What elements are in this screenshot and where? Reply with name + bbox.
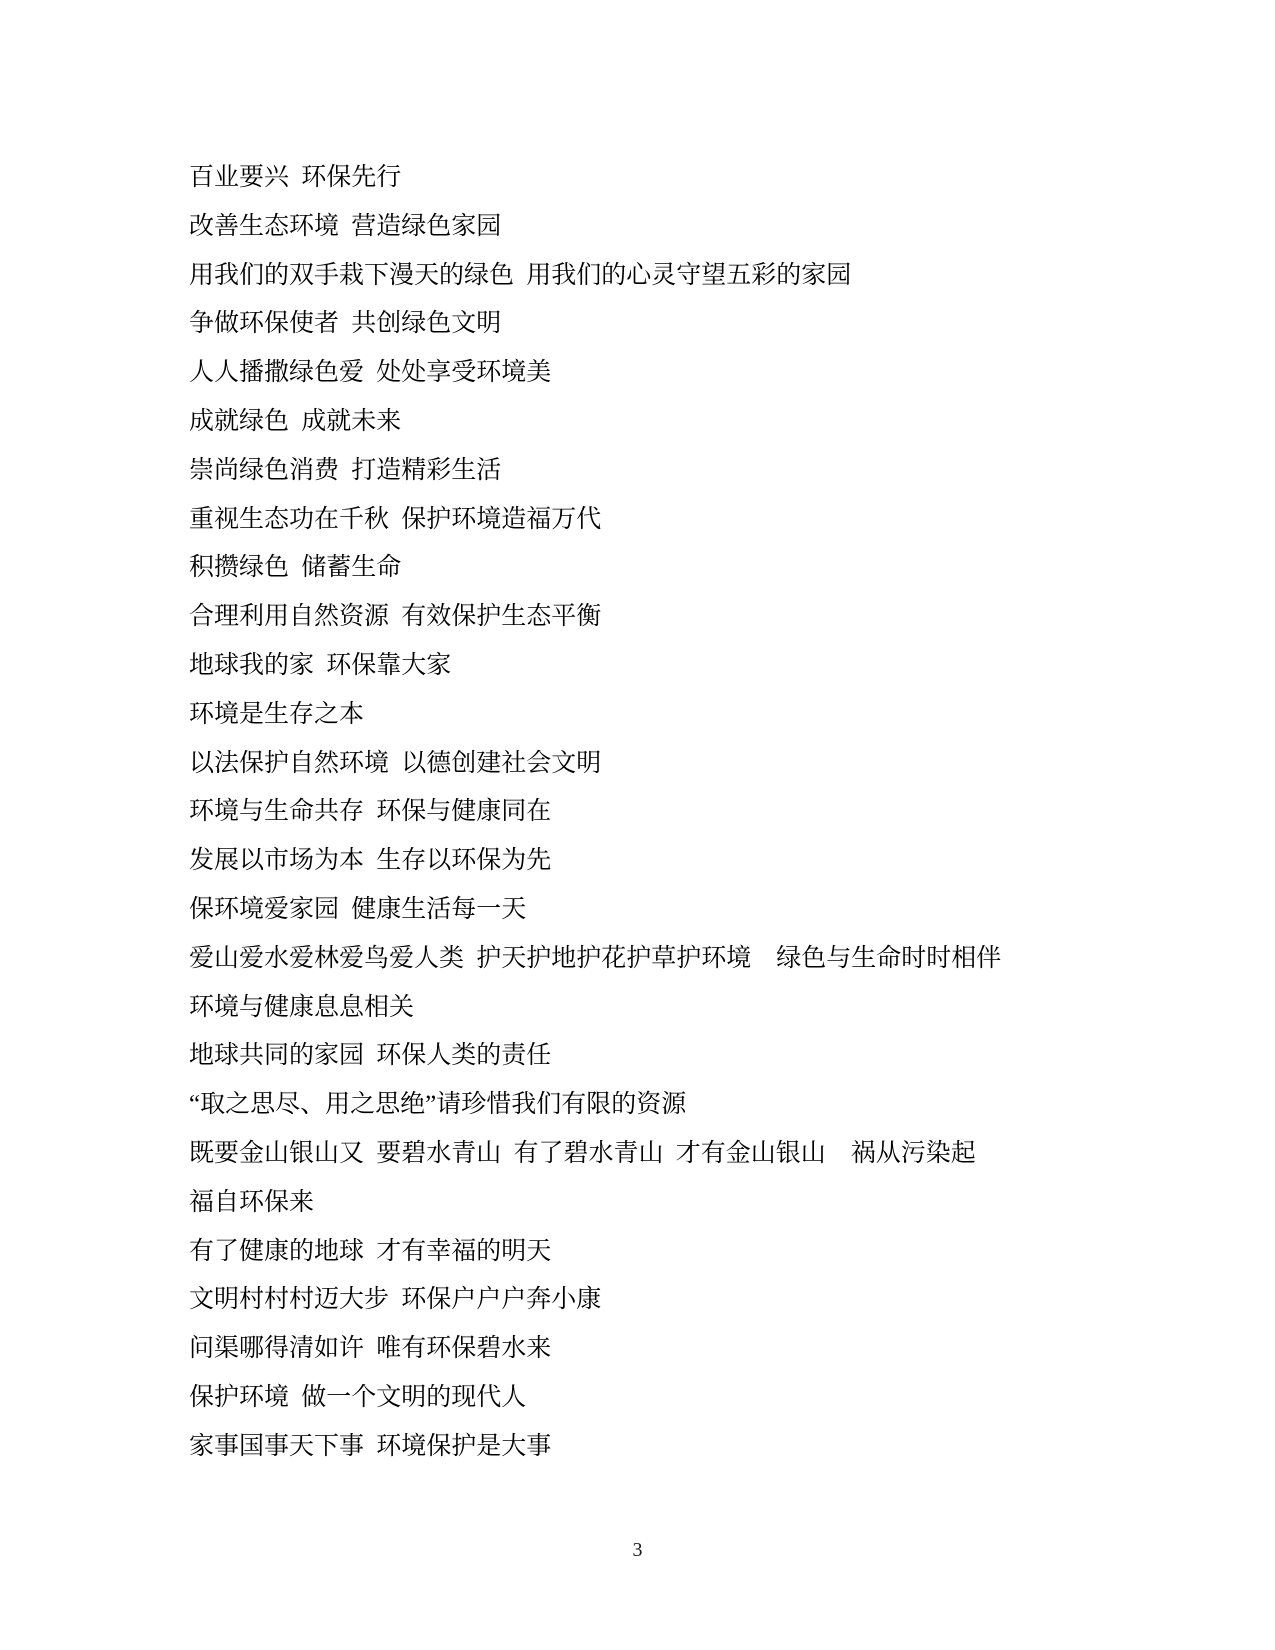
- text-line: 积攒绿色 储蓄生命: [189, 554, 402, 582]
- text-line: 用我们的双手栽下漫天的绿色 用我们的心灵守望五彩的家园: [189, 261, 852, 289]
- text-line: 争做环保使者 共创绿色文明: [189, 310, 502, 338]
- text-line: 环境与健康息息相关: [189, 993, 415, 1021]
- page-footer: [0, 1536, 1275, 1564]
- text-line: 爱山爱水爱林爱鸟爱人类 护天护地护花护草护环境 绿色与生命时时相伴: [189, 944, 1002, 972]
- text-line: 重视生态功在千秋 保护环境造福万代: [189, 505, 602, 533]
- text-line: 地球我的家 环保靠大家: [189, 651, 452, 679]
- text-line: 环境是生存之本: [189, 700, 365, 728]
- text-line: 有了健康的地球 才有幸福的明天: [189, 1237, 552, 1265]
- text-line: 以法保护自然环境 以德创建社会文明: [189, 749, 602, 777]
- text-line: 百业要兴 环保先行: [189, 164, 402, 191]
- text-line: 成就绿色 成就未来: [189, 407, 402, 435]
- text-line: 环境与生命共存 环保与健康同在: [189, 798, 552, 826]
- text-line: 崇尚绿色消费 打造精彩生活: [189, 456, 502, 484]
- text-line: 人人播撒绿色爱 处处享受环境美: [189, 359, 552, 387]
- document-body: [189, 154, 1199, 1472]
- text-line: 既要金山银山又 要碧水青山 有了碧水青山 才有金山银山 祸从污染起: [189, 1139, 976, 1167]
- text-line: 改善生态环境 营造绿色家园: [189, 212, 502, 240]
- text-line: 保环境爱家园 健康生活每一天: [189, 895, 527, 923]
- text-line: “取之思尽、用之思绝”请珍惜我们有限的资源: [189, 1091, 687, 1119]
- text-line: 保护环境 做一个文明的现代人: [189, 1383, 527, 1411]
- page-number: 3: [632, 1539, 643, 1561]
- text-line: 合理利用自然资源 有效保护生态平衡: [189, 603, 602, 631]
- text-line: 问渠哪得清如许 唯有环保碧水来: [189, 1335, 552, 1363]
- text-line: 发展以市场为本 生存以环保为先: [189, 847, 552, 875]
- text-line: 地球共同的家园 环保人类的责任: [189, 1042, 552, 1070]
- text-line: 家事国事天下事 环境保护是大事: [189, 1432, 552, 1460]
- text-line: 福自环保来: [189, 1188, 315, 1216]
- text-line: 文明村村村迈大步 环保户户户奔小康: [189, 1286, 602, 1314]
